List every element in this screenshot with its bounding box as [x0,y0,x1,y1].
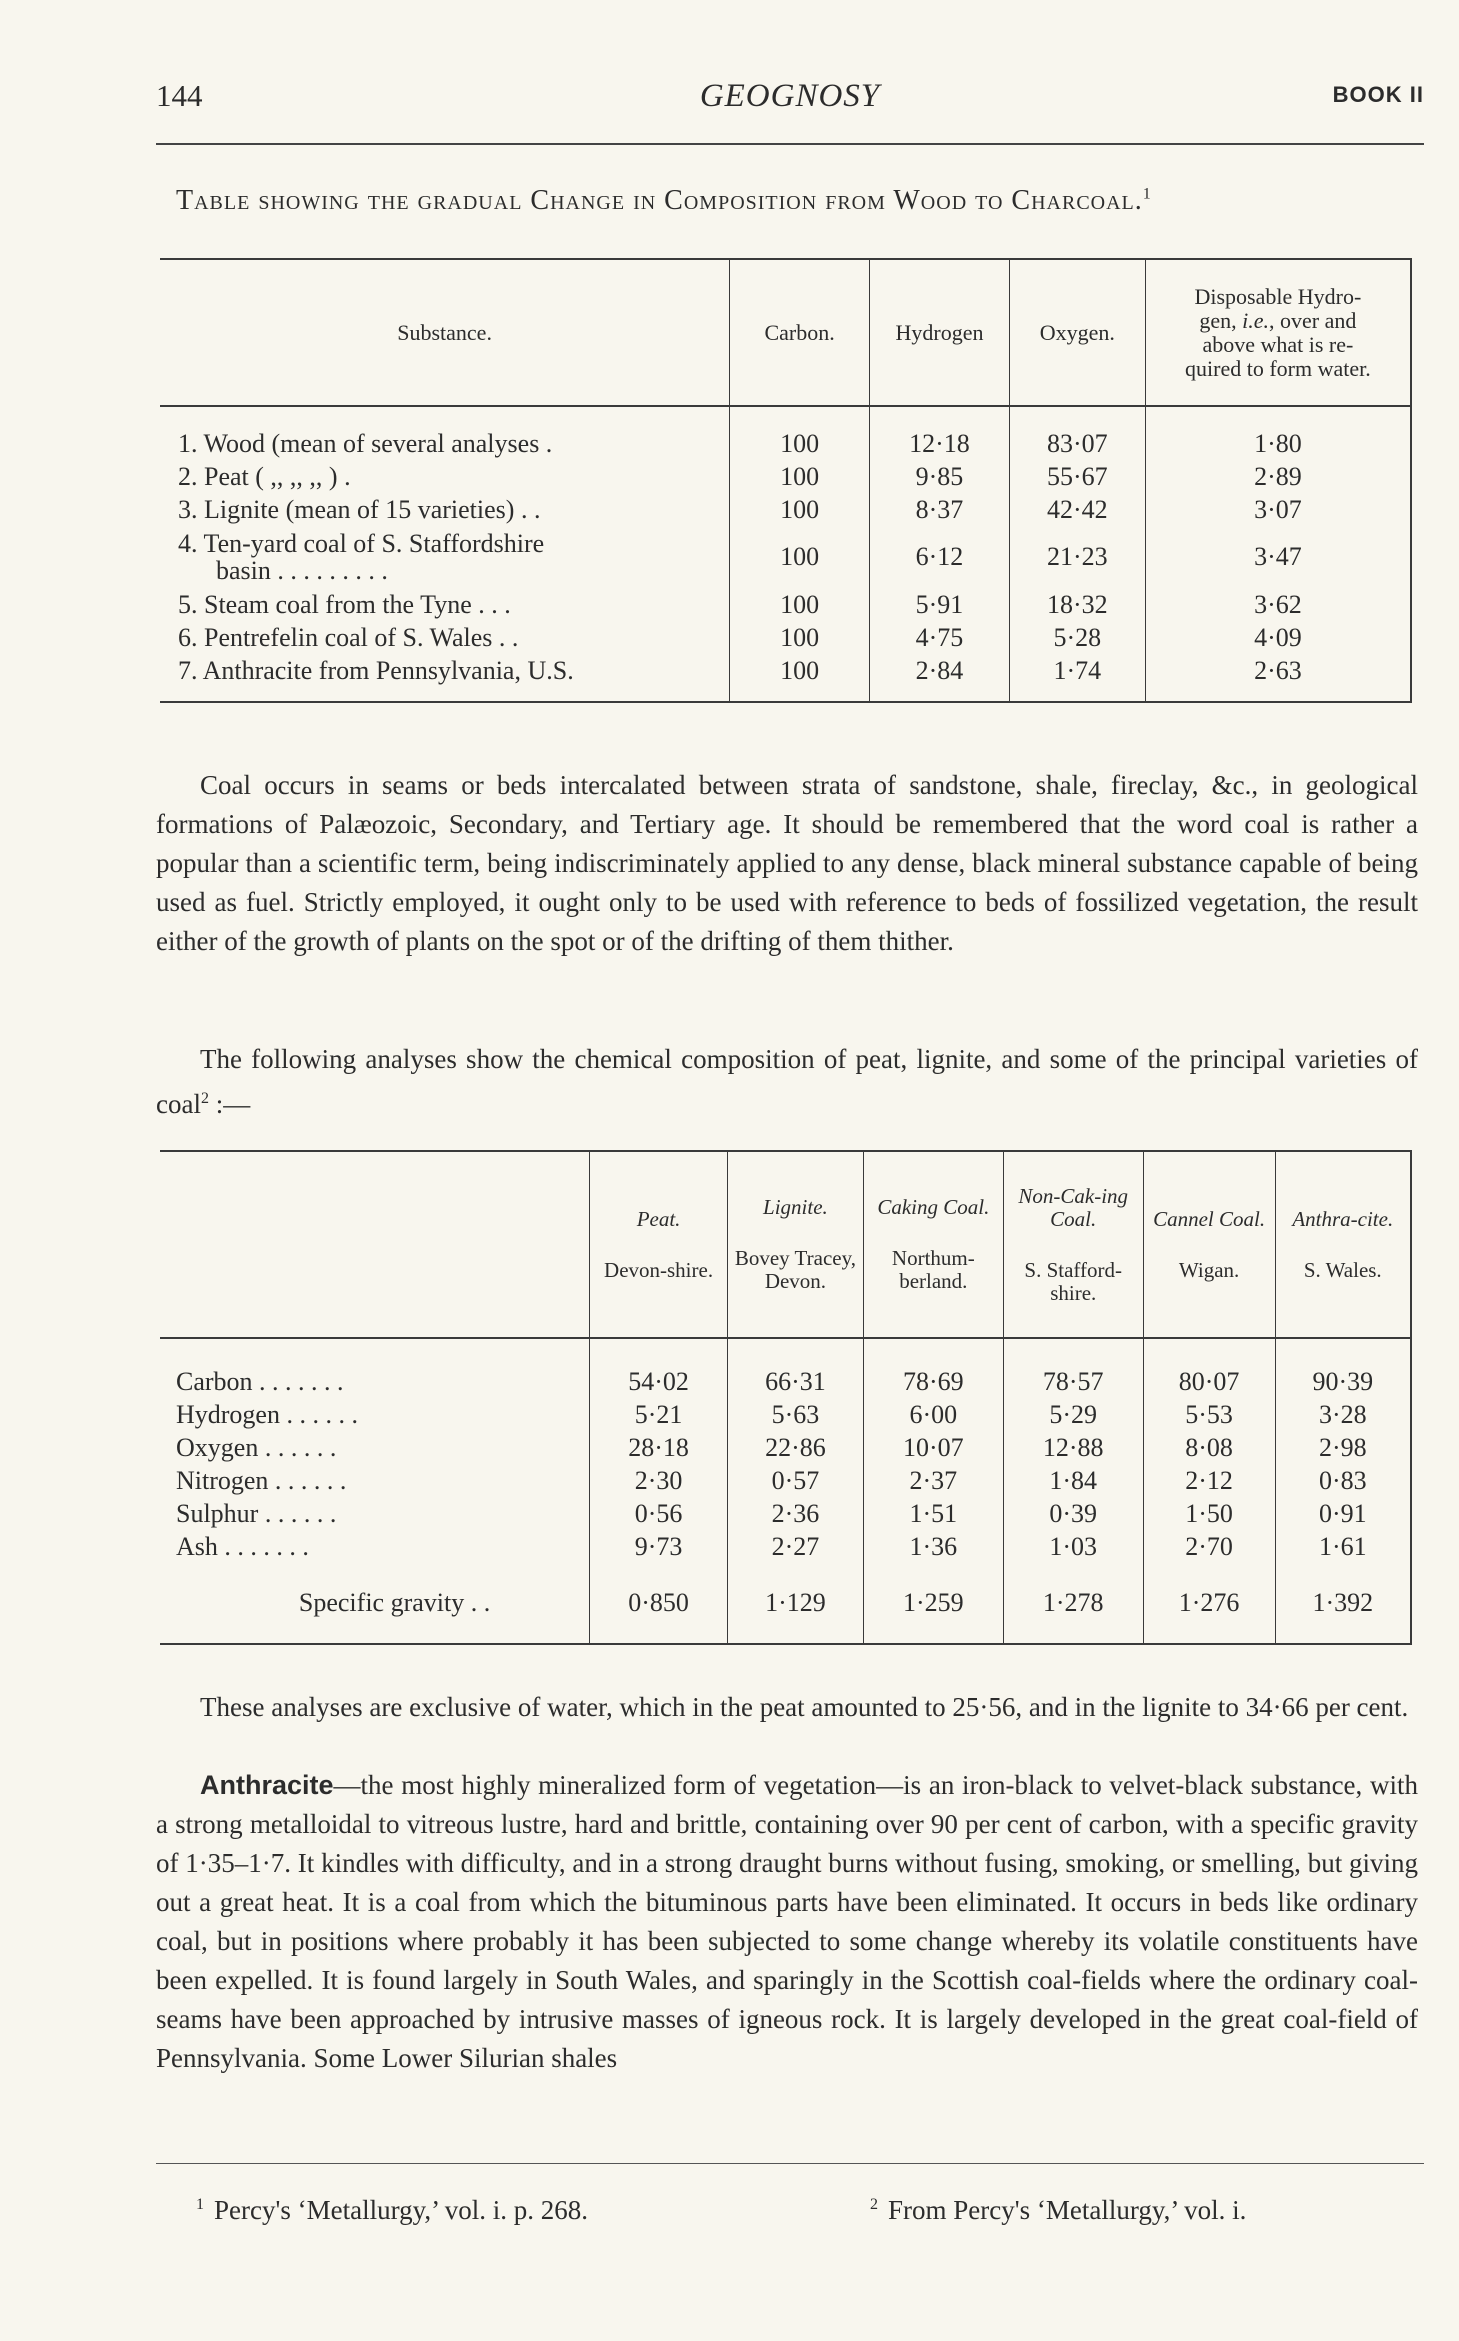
paragraph-coal-seams: Coal occurs in seams or beds intercalated between strata of sandstone, shale, fireclay, &c., in geological formations of Palæozoic, Secondary, and Tertiary age. It should be remembered that the word coal is rather a popular than a scientific term, being indiscriminately applied to any dense, black mineral substance capable of being used as fuel. Strictly employed, it ought only to be used with reference to beds of fossilized vegetation, the result either of the growth of plants on the spot or of the drifting of them thither. [156,770,1418,956]
footnote-ref-1: 1 [1142,185,1152,203]
table-row: 5. Steam coal from the Tyne . . . 100 5·91 18·32 3·62 [160,588,1411,621]
table-row: 2. Peat ( ,, ,, ,, ) . 100 9·85 55·67 2·89 [160,460,1411,493]
table-row: Ash . . . . . . . 9·73 2·27 1·36 1·03 2·70 1·61 [160,1530,1411,1563]
table-row: Oxygen . . . . . . 28·18 22·86 10·07 12·88 8·08 2·98 [160,1431,1411,1464]
footnote-2: $^2$ From Percy's ‘Metallurgy,’ vol. i. [870,2195,1247,2225]
running-head [156,78,1424,128]
col-header-hydrogen: Hydrogen [870,259,1010,406]
table-row: Hydrogen . . . . . . 5·21 5·63 6·00 5·29 5·53 3·28 [160,1398,1411,1431]
footnote-rule [156,2163,1424,2164]
table-row: 7. Anthracite from Pennsylvania, U.S. 100 2·84 1·74 2·63 [160,654,1411,687]
table2-header-row [160,1151,1411,1338]
footnote-ref-2: 2 [200,1090,209,1107]
header-rule [156,143,1424,145]
table1-header-row [160,259,1411,406]
paragraph-water-note: These analyses are exclusive of water, which in the peat amounted to 25·56, and in the lignite to 34·66 per cent. [200,1692,1409,1722]
table-row: 6. Pentrefelin coal of S. Wales . . 100 4·75 5·28 4·09 [160,621,1411,654]
specific-gravity-row: Specific gravity . . 0·850 1·129 1·259 1·278 1·276 1·392 [160,1563,1411,1644]
paragraph-analyses-intro: The following analyses show the chemical composition of peat, lignite, and some of the principal varieties of coal$^2$ :— [156,1044,1418,1119]
running-title: GEOGNOSY [699,78,881,114]
footnote-1: $^1$ Percy's ‘Metallurgy,’ vol. i. p. 268. [196,2195,589,2225]
table-row: Sulphur . . . . . . 0·56 2·36 1·51 0·39 1·50 0·91 [160,1497,1411,1530]
page-number: 144 [156,78,203,113]
col-header-blank [160,1151,590,1338]
col-header-non-caking-coal: Non-Cak-ing Coal. S. Stafford-shire. [1003,1151,1143,1338]
table-row: Carbon . . . . . . . 54·02 66·31 78·69 78·57 80·07 90·39 [160,1365,1411,1398]
coal-composition-table [160,1150,1412,1645]
table1-caption: Table showing the gradual Change in Composition from Wood to Charcoal.$^1$ [176,185,1152,216]
col-header-caking-coal: Caking Coal. Northum-berland. [863,1151,1003,1338]
table-row: 1. Wood (mean of several analyses . 100 12·18 83·07 1·80 [160,427,1411,460]
table-row: Nitrogen . . . . . . 2·30 0·57 2·37 1·84 2·12 0·83 [160,1464,1411,1497]
book-label: BOOK II [1332,82,1424,107]
col-header-cannel-coal: Cannel Coal. Wigan. [1143,1151,1275,1338]
wood-to-charcoal-table [160,258,1412,703]
col-header-disposable-hydrogen: Disposable Hydro- gen, i.e., over and above what is re- quired to form water. [1145,259,1411,406]
paragraph-anthracite: Anthracite—the most highly mineralized form of vegetation—is an iron-black to velvet-black substance, with a strong metalloidal to vitreous lustre, hard and brittle, containing over 90 per cent of carbon, with a specific gravity of 1·35–1·7. It kindles with difficulty, and in a strong draught burns without fusing, smoking, or smelling, but giving out a great heat. It is a coal from which the bituminous parts have been eliminated. It occurs in beds like ordinary coal, but in positions where probably it has been subjected to some change whereby its volatile constituents have been expelled. It is found largely in South Wales, and sparingly in the Scottish coal-fields where the ordinary coal-seams have been approached by intrusive masses of igneous rock. It is largely developed in the great coal-field of Pennsylvania. Some Lower Silurian shales [156,1770,1418,2073]
table-row: 4. Ten-yard coal of S. Staffordshire basin . . . . . . . . . 100 6·12 21·23 3·47 [160,526,1411,588]
col-header-peat: Peat. Devon-shire. [590,1151,728,1338]
col-header-lignite: Lignite. Bovey Tracey, Devon. [728,1151,864,1338]
col-header-carbon: Carbon. [730,259,870,406]
col-header-oxygen: Oxygen. [1009,259,1145,406]
table-row: 3. Lignite (mean of 15 varieties) . . 100 8·37 42·42 3·07 [160,493,1411,526]
anthracite-term: Anthracite [200,1770,334,1800]
col-header-anthracite: Anthra-cite. S. Wales. [1275,1151,1411,1338]
col-header-substance: Substance. [160,259,730,406]
